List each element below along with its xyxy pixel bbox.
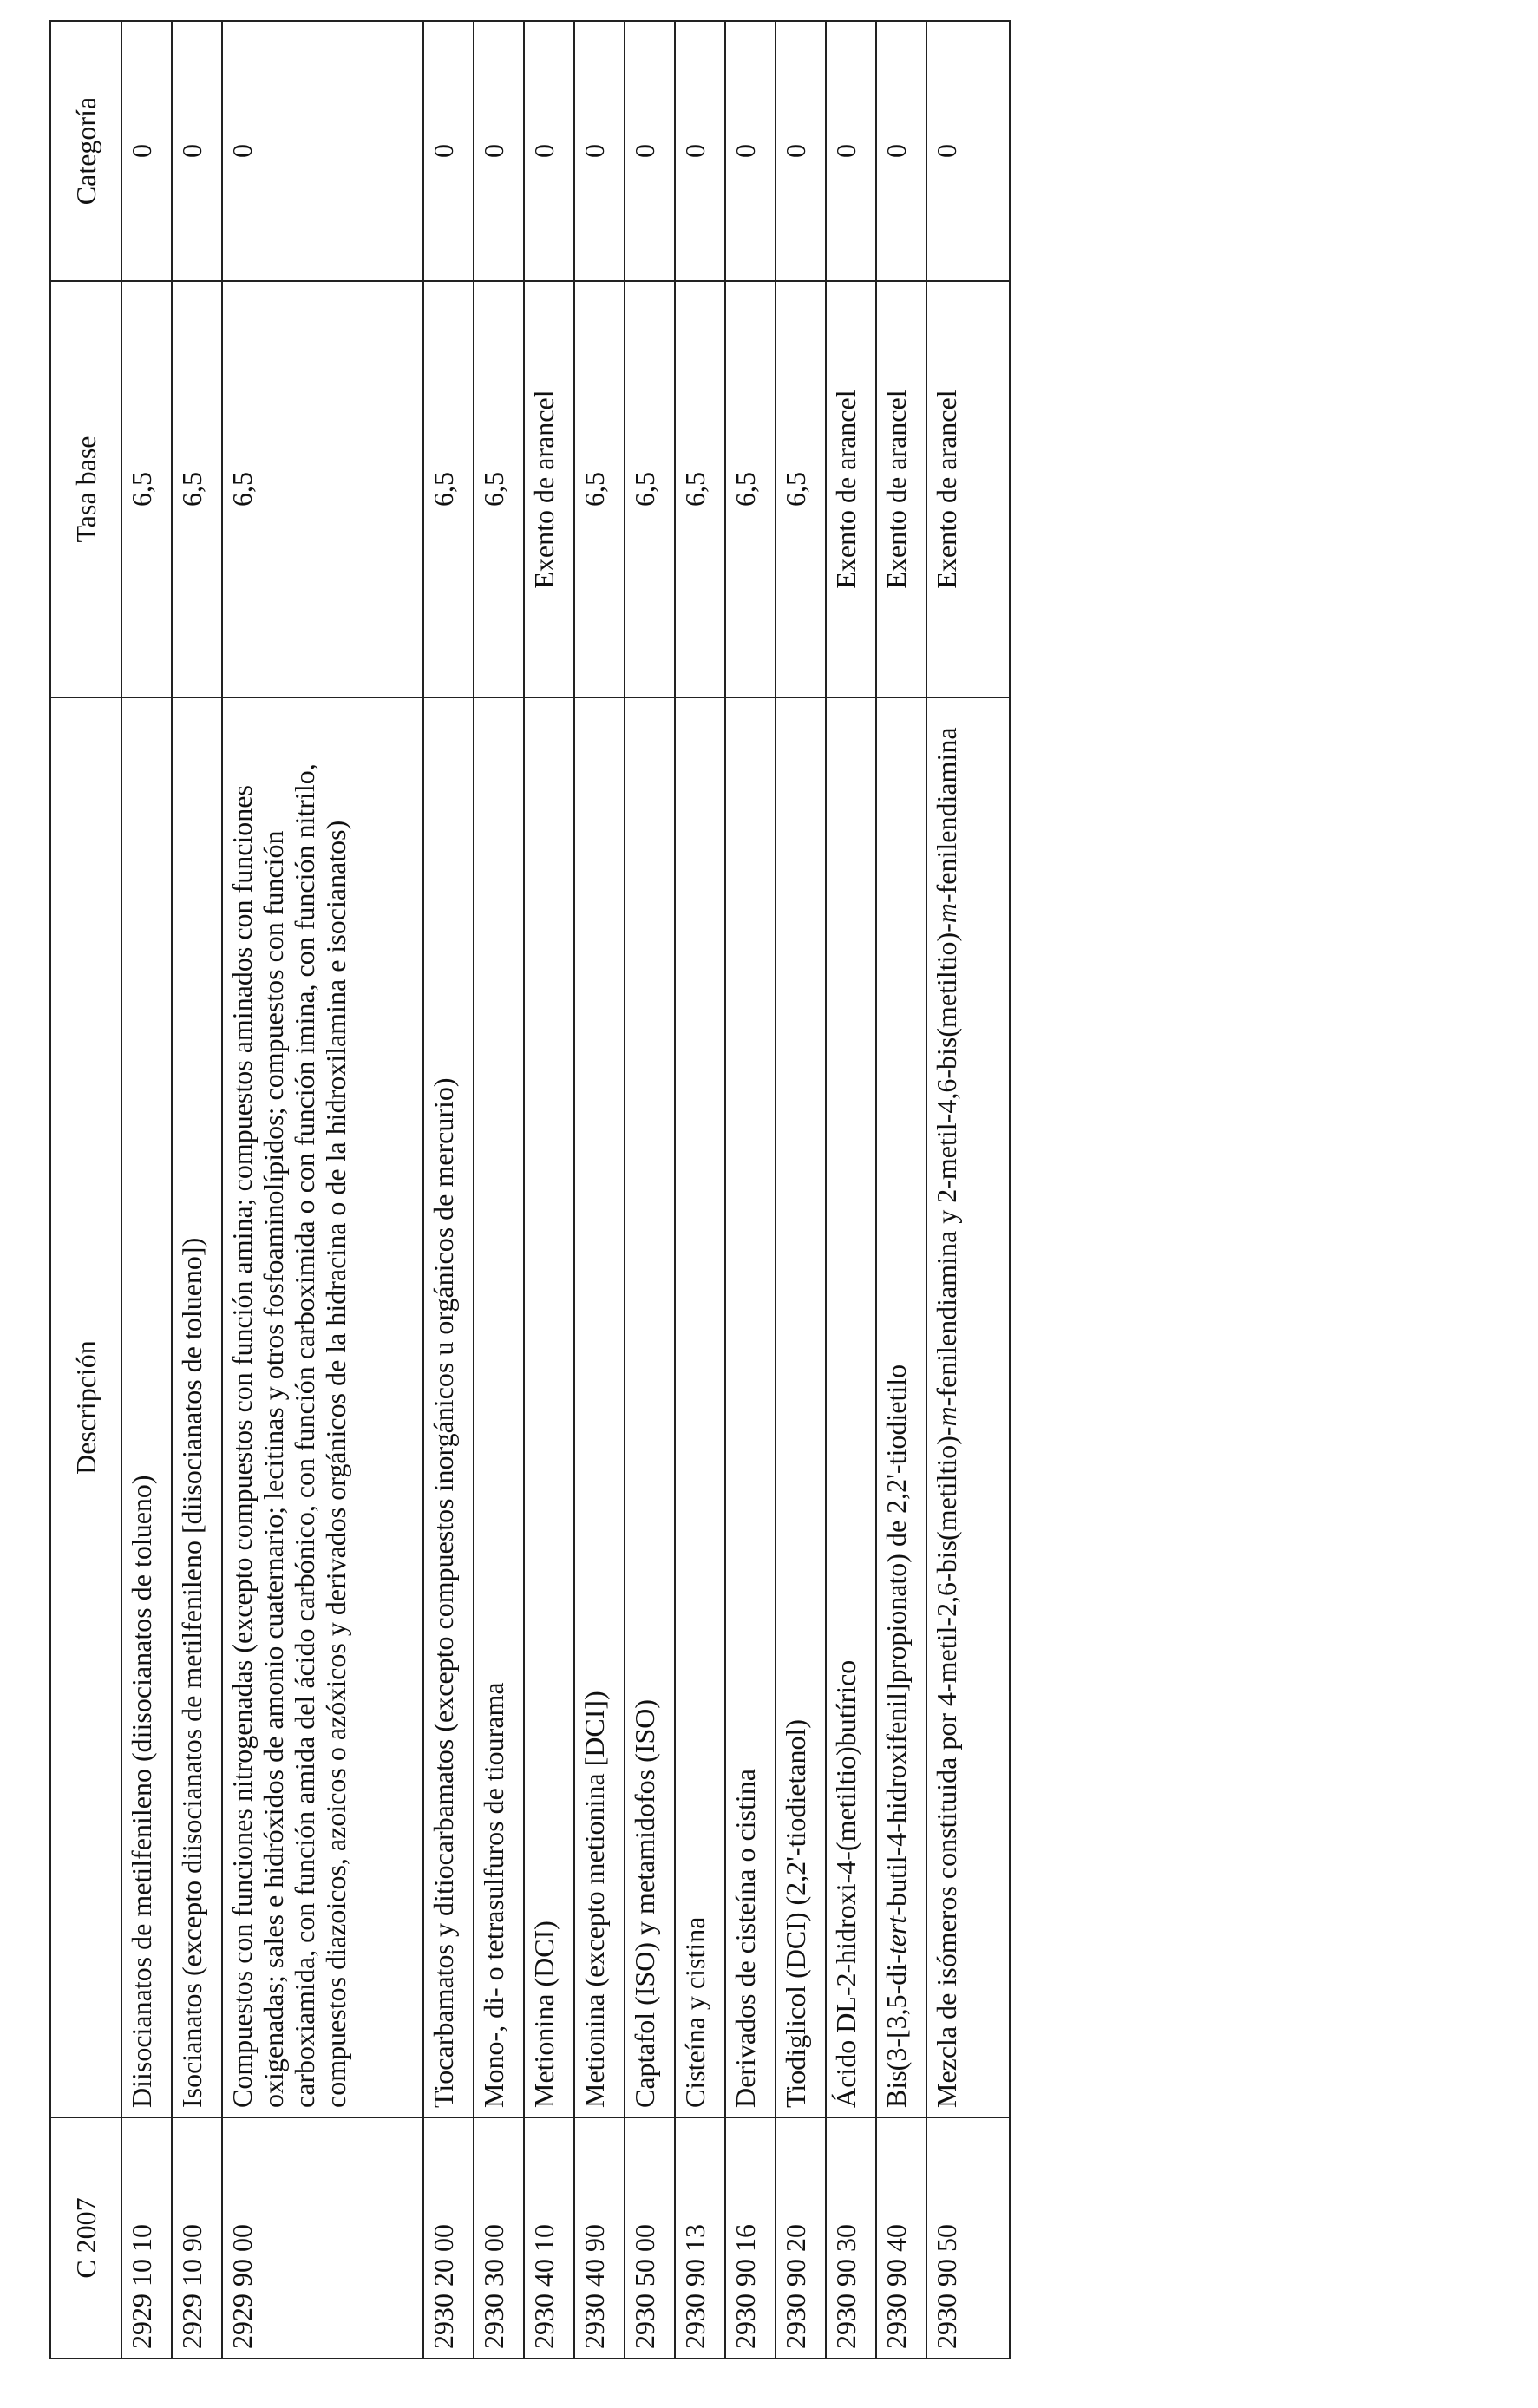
row-code: 2930 90 16 bbox=[725, 2117, 776, 2359]
row-category: 0 bbox=[725, 21, 776, 281]
row-base-rate: 6,5 bbox=[474, 281, 524, 697]
row-code: 2929 90 00 bbox=[222, 2117, 423, 2359]
row-category: 0 bbox=[826, 21, 876, 281]
row-category: 0 bbox=[121, 21, 172, 281]
row-description: Tiodiglicol (DCI) (2,2'-tiodietanol) bbox=[776, 697, 826, 2117]
row-description: Cisteína y cistina bbox=[675, 697, 725, 2117]
table-row bbox=[172, 21, 222, 2359]
row-code: 2930 20 00 bbox=[423, 2117, 474, 2359]
row-code: 2930 50 00 bbox=[625, 2117, 675, 2359]
row-base-rate: Exento de arancel bbox=[524, 281, 574, 697]
row-base-rate: Exento de arancel bbox=[926, 281, 1010, 697]
table-row bbox=[121, 21, 172, 2359]
row-category: 0 bbox=[524, 21, 574, 281]
description-italic: tert bbox=[880, 1915, 912, 1955]
table-row bbox=[725, 21, 776, 2359]
description-text: Mezcla de isómeros constituida por 4-metil-2,6-bis(metiltio)- bbox=[931, 1426, 962, 2108]
row-base-rate: 6,5 bbox=[675, 281, 725, 697]
row-base-rate: 6,5 bbox=[776, 281, 826, 697]
row-description: Diisocianatos de metilfenileno (diisocianatos de tolueno) bbox=[121, 697, 172, 2117]
row-category: 0 bbox=[926, 21, 1010, 281]
row-base-rate: 6,5 bbox=[222, 281, 423, 697]
row-description: Isocianatos (excepto diisocianatos de metilfenileno [diisocianatos de tolueno]) bbox=[172, 697, 222, 2117]
row-code: 2929 10 90 bbox=[172, 2117, 222, 2359]
row-code: 2930 90 50 bbox=[926, 2117, 1010, 2359]
description-italic: m bbox=[931, 903, 962, 924]
row-category: 0 bbox=[776, 21, 826, 281]
row-base-rate: 6,5 bbox=[172, 281, 222, 697]
description-text: -fenilendiamina y 2-metil-4,6-bis(metiltio)- bbox=[931, 923, 962, 1407]
row-category: 0 bbox=[574, 21, 625, 281]
row-category: 0 bbox=[876, 21, 926, 281]
table-row bbox=[826, 21, 876, 2359]
table-row bbox=[423, 21, 474, 2359]
header-category: Categoría bbox=[50, 21, 121, 281]
row-category: 0 bbox=[222, 21, 423, 281]
row-base-rate: 6,5 bbox=[725, 281, 776, 697]
row-description bbox=[876, 697, 926, 2117]
row-category: 0 bbox=[423, 21, 474, 281]
row-base-rate: 6,5 bbox=[121, 281, 172, 697]
row-code: 2929 10 10 bbox=[121, 2117, 172, 2359]
row-description: Compuestos con funciones nitrogenadas (excepto compuestos con función amina; compuestos aminados con funciones oxigenadas; sales e hidróxidos de amonio cuaternario; lecitinas y otros fosfoaminolípidos; compuestos con función carboxiamida, con función amida del ácido carbónico, con función carboximida o con función imina, con función nitrilo, compuestos diazoicos, azoicos o azóxicos y derivados orgánicos de la hidracina o de la hidroxilamina e isocianatos) bbox=[222, 697, 423, 2117]
row-code: 2930 90 40 bbox=[876, 2117, 926, 2359]
row-code: 2930 40 10 bbox=[524, 2117, 574, 2359]
description-text: Bis(3-[3,5-di- bbox=[880, 1954, 912, 2108]
header-base-rate: Tasa base bbox=[50, 281, 121, 697]
rotated-page bbox=[49, 22, 978, 2359]
description-italic: m bbox=[931, 1406, 962, 1427]
table-header-row bbox=[50, 21, 121, 2359]
table-row bbox=[222, 21, 423, 2359]
row-description bbox=[926, 697, 1010, 2117]
row-base-rate: 6,5 bbox=[625, 281, 675, 697]
header-description: Descripción bbox=[50, 697, 121, 2117]
row-description: Captafol (ISO) y metamidofos (ISO) bbox=[625, 697, 675, 2117]
row-base-rate: 6,5 bbox=[423, 281, 474, 697]
table-row bbox=[524, 21, 574, 2359]
row-category: 0 bbox=[172, 21, 222, 281]
table-row bbox=[776, 21, 826, 2359]
row-code: 2930 90 30 bbox=[826, 2117, 876, 2359]
table-row bbox=[625, 21, 675, 2359]
row-base-rate: Exento de arancel bbox=[826, 281, 876, 697]
row-code: 2930 30 00 bbox=[474, 2117, 524, 2359]
row-code: 2930 90 20 bbox=[776, 2117, 826, 2359]
row-code: 2930 90 13 bbox=[675, 2117, 725, 2359]
table-row bbox=[675, 21, 725, 2359]
table-row bbox=[926, 21, 1010, 2359]
row-description: Tiocarbamatos y ditiocarbamatos (excepto compuestos inorgánicos u orgánicos de mercurio) bbox=[423, 697, 474, 2117]
row-description: Metionina (excepto metionina [DCI]) bbox=[574, 697, 625, 2117]
row-description: Ácido DL-2-hidroxi-4-(metiltio)butírico bbox=[826, 697, 876, 2117]
row-description: Metionina (DCI) bbox=[524, 697, 574, 2117]
row-code: 2930 40 90 bbox=[574, 2117, 625, 2359]
header-code: C 2007 bbox=[50, 2117, 121, 2359]
row-description: Derivados de cisteína o cistina bbox=[725, 697, 776, 2117]
row-base-rate: 6,5 bbox=[574, 281, 625, 697]
tariff-table bbox=[49, 20, 1011, 2359]
row-description: Mono-, di- o tetrasulfuros de tiourama bbox=[474, 697, 524, 2117]
row-category: 0 bbox=[474, 21, 524, 281]
row-category: 0 bbox=[675, 21, 725, 281]
table-row bbox=[876, 21, 926, 2359]
table-row bbox=[474, 21, 524, 2359]
table-row bbox=[574, 21, 625, 2359]
row-category: 0 bbox=[625, 21, 675, 281]
row-base-rate: Exento de arancel bbox=[876, 281, 926, 697]
description-text: -butil-4-hidroxifenil]propionato) de 2,2'-tiodietilo bbox=[880, 1364, 912, 1916]
description-text: -fenilendiamina bbox=[931, 727, 962, 904]
